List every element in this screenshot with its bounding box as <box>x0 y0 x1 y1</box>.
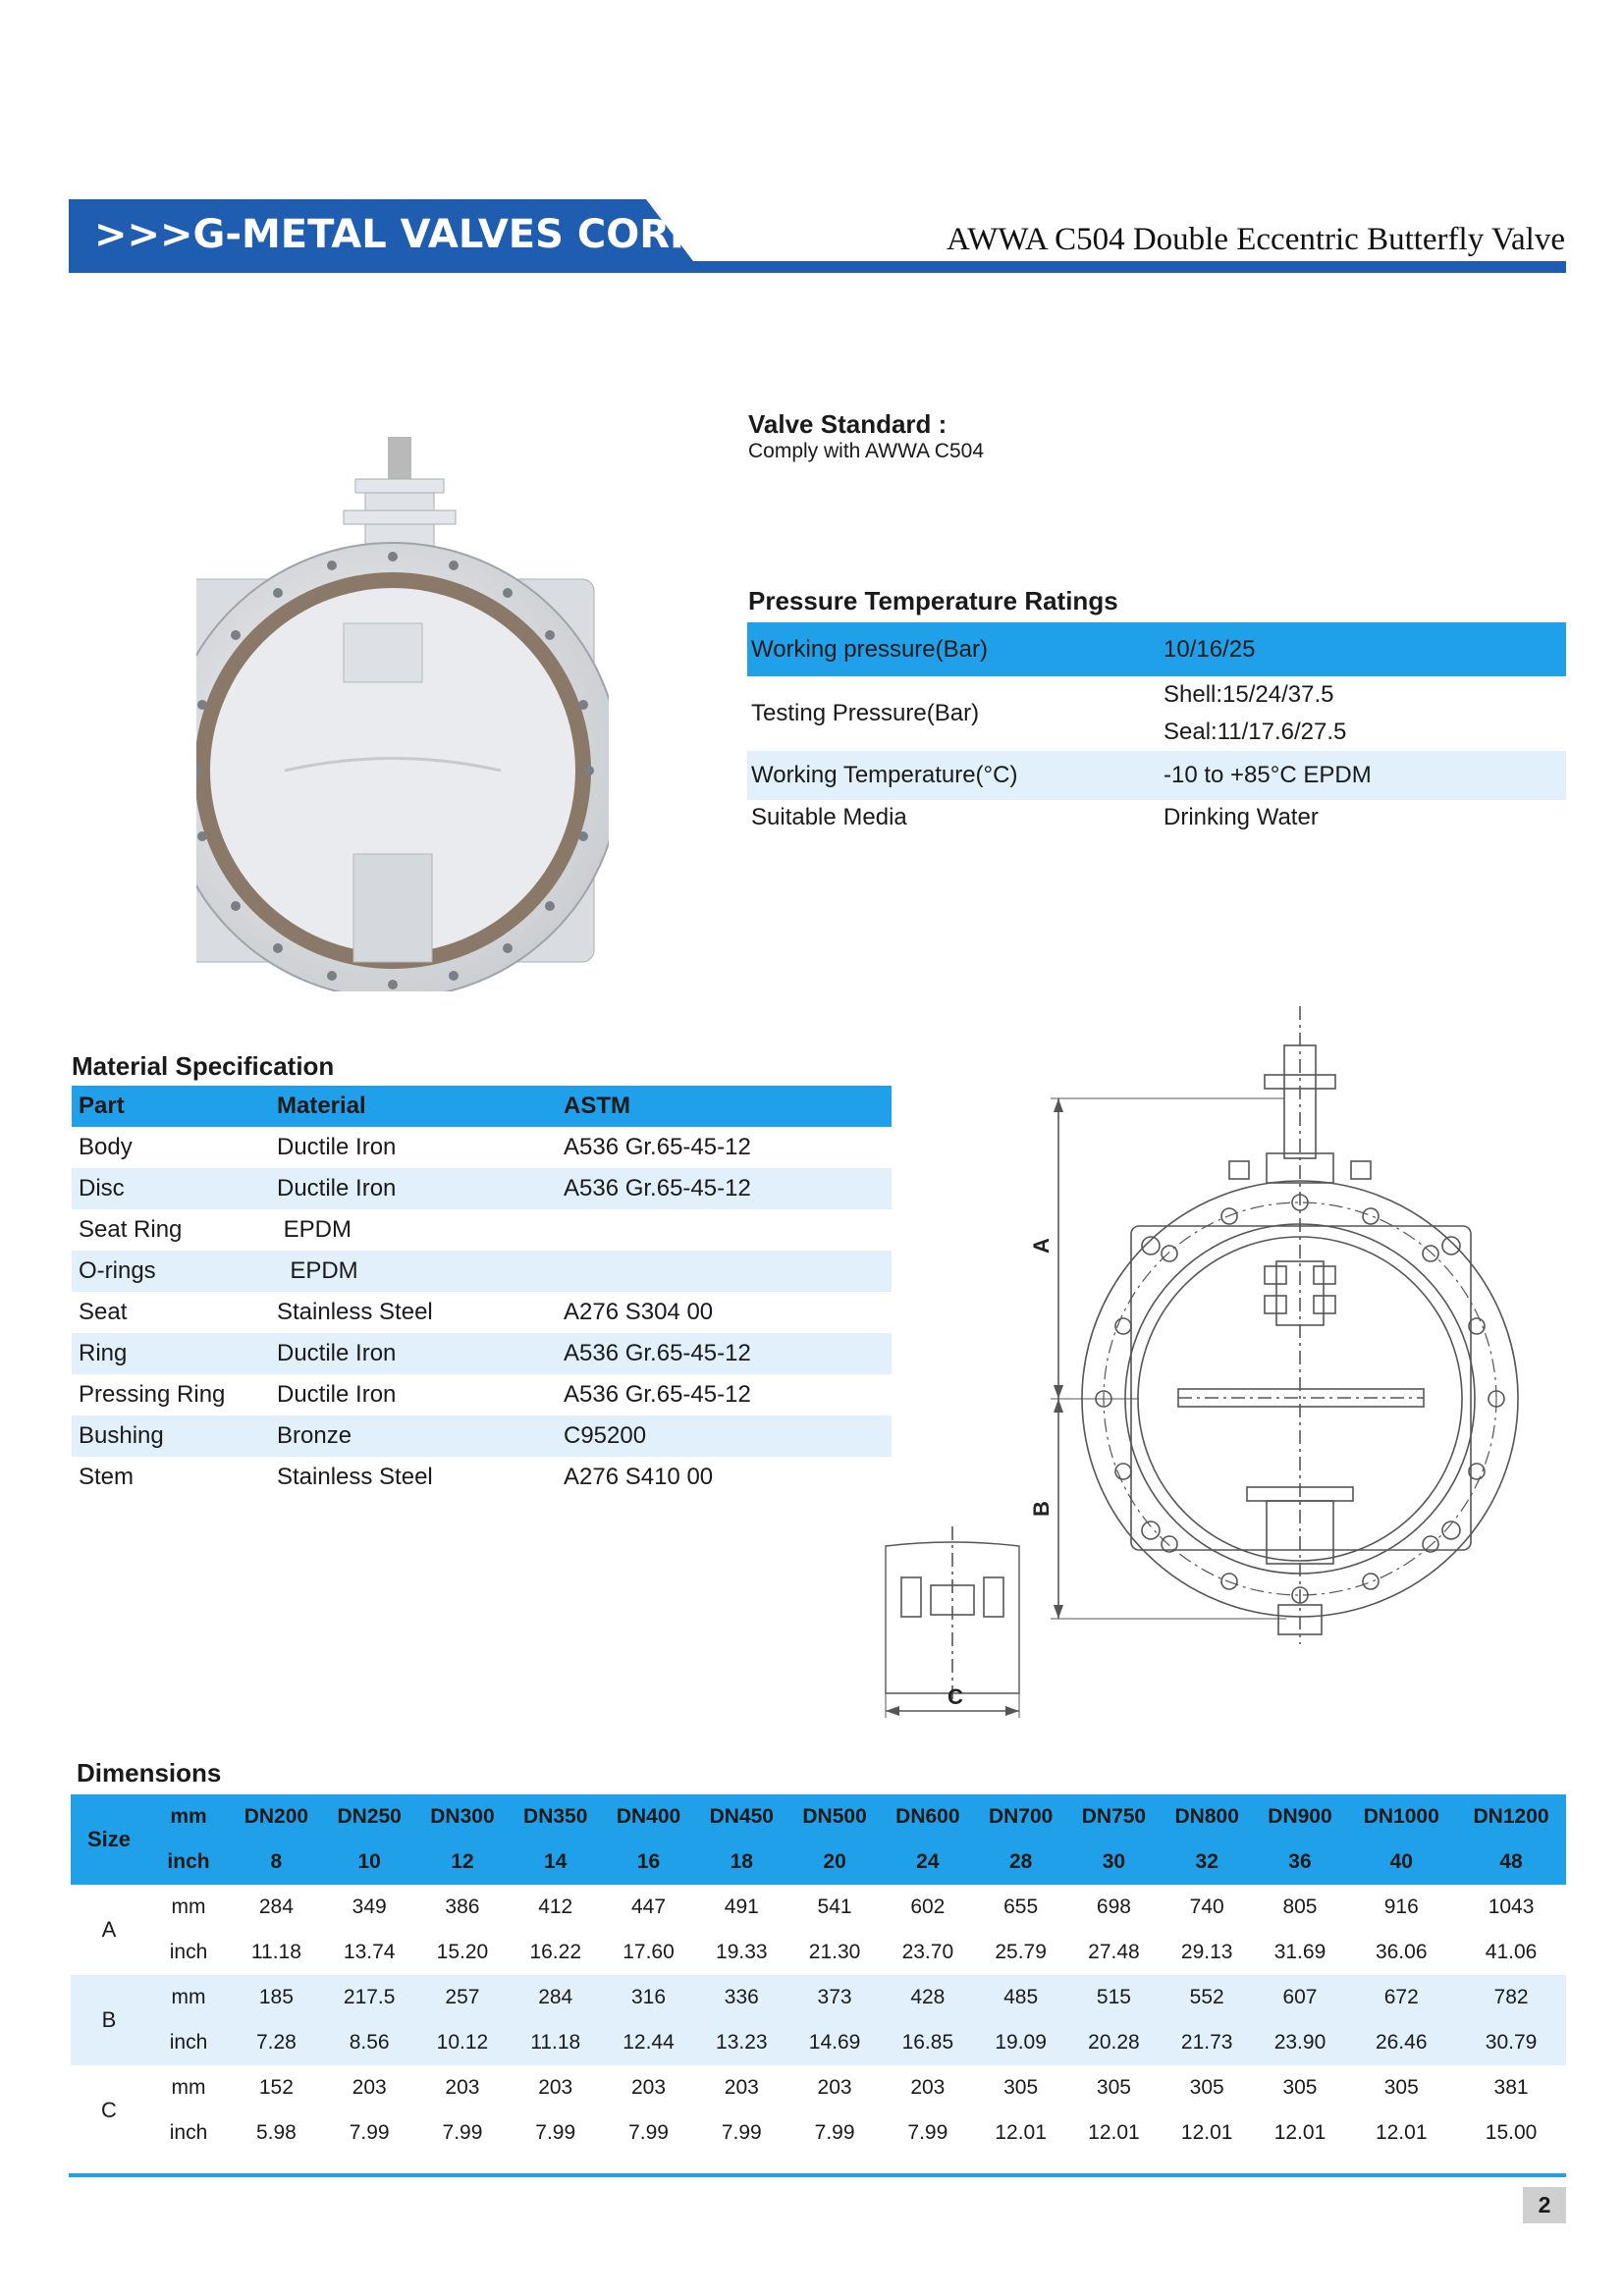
dimension-value: 203 <box>445 2076 480 2099</box>
size-inch: 36 <box>1254 1840 1347 1885</box>
header-rule <box>69 261 1566 273</box>
dimensions-heading: Dimensions <box>77 1758 222 1788</box>
size-label: Size <box>71 1794 147 1885</box>
size-inch: 24 <box>881 1840 974 1885</box>
size-inch: 8 <box>230 1840 323 1885</box>
dimension-value: 29.13 <box>1180 1941 1233 1963</box>
material-row <box>72 1251 892 1292</box>
dimension-value: 305 <box>1282 2076 1318 2099</box>
astm-cell <box>557 1209 892 1251</box>
size-dn: DN1200 <box>1456 1794 1566 1840</box>
part-cell: Body <box>79 1134 133 1160</box>
dimension-value: 7.99 <box>814 2121 855 2144</box>
dimension-value: 12.01 <box>1273 2121 1326 2144</box>
part-cell: O-rings <box>79 1257 156 1284</box>
dimension-value: 26.46 <box>1346 2020 1456 2065</box>
dimension-value: 16.85 <box>881 2020 974 2065</box>
dimension-value: 12.01 <box>1375 2121 1428 2144</box>
unit-label: mm <box>147 1794 230 1840</box>
dimension-value: 552 <box>1161 1975 1254 2020</box>
dimension-value: 11.18 <box>509 2020 602 2065</box>
dimension-value: 428 <box>881 1975 974 2020</box>
dimension-value: 485 <box>974 1975 1067 2020</box>
ratings-value: Seal:11/17.6/27.5 <box>1164 719 1347 745</box>
dimensions-table <box>71 1794 1566 2156</box>
technical-drawing <box>874 996 1542 1723</box>
dimension-label-a: A <box>1029 1238 1054 1254</box>
size-dn: DN500 <box>788 1794 882 1840</box>
ratings-row <box>747 622 1566 676</box>
dimension-value: 257 <box>416 1975 510 2020</box>
dimension-value: 412 <box>538 1896 573 1918</box>
ratings-heading: Pressure Temperature Ratings <box>748 586 1118 615</box>
valve-standard-heading: Valve Standard : <box>748 409 947 439</box>
dimension-value: 284 <box>258 1896 294 1918</box>
astm-cell: A536 Gr.65-45-12 <box>564 1134 751 1160</box>
dimension-value: 373 <box>788 1975 882 2020</box>
ratings-row <box>747 800 1566 835</box>
unit-label: mm <box>171 2076 206 2099</box>
dimension-value: 21.30 <box>808 1941 861 1963</box>
dimension-value: 7.99 <box>907 2121 948 2144</box>
size-inch: 14 <box>509 1840 602 1885</box>
material-table <box>72 1086 892 1498</box>
dimension-value: 23.70 <box>901 1941 954 1963</box>
unit-label: inch <box>147 1840 230 1885</box>
ratings-row <box>747 751 1566 800</box>
footer-rule <box>69 2173 1566 2177</box>
unit-label: inch <box>169 1941 208 1963</box>
dimension-value: 805 <box>1282 1896 1318 1918</box>
dimension-value: 655 <box>1003 1896 1039 1918</box>
dimension-value: 31.69 <box>1273 1941 1326 1963</box>
dimension-value: 14.69 <box>788 2020 882 2065</box>
dimension-value: 336 <box>695 1975 788 2020</box>
unit-label: mm <box>147 1975 230 2020</box>
valve-photo <box>196 422 609 991</box>
material-cell: Ductile Iron <box>277 1175 397 1201</box>
dimension-value: 19.33 <box>716 1941 768 1963</box>
part-cell: Disc <box>79 1175 125 1201</box>
dimension-value: 12.01 <box>1088 2121 1140 2144</box>
material-row <box>72 1168 892 1209</box>
part-cell: Seat Ring <box>79 1216 183 1243</box>
material-cell: Ductile Iron <box>277 1340 397 1366</box>
material-row <box>72 1374 892 1415</box>
ratings-label: Suitable Media <box>751 804 907 830</box>
dimension-value: 386 <box>445 1896 480 1918</box>
size-inch: 18 <box>695 1840 788 1885</box>
dimension-value: 10.12 <box>416 2020 510 2065</box>
dimension-value: 491 <box>724 1896 759 1918</box>
dimension-value: 12.01 <box>1180 2121 1233 2144</box>
material-heading: Material Specification <box>72 1051 335 1081</box>
astm-cell: A536 Gr.65-45-12 <box>564 1340 751 1366</box>
part-cell: Stem <box>79 1464 135 1490</box>
part-cell: Ring <box>79 1340 128 1366</box>
dimension-value: 217.5 <box>323 1975 416 2020</box>
material-row <box>72 1415 892 1457</box>
dimension-value: 203 <box>352 2076 387 2099</box>
dimension-value: 25.79 <box>995 1941 1047 1963</box>
size-inch: 20 <box>788 1840 882 1885</box>
column-header: Material <box>277 1093 366 1119</box>
dimension-value: 7.99 <box>721 2121 762 2144</box>
dimension-value: 284 <box>509 1975 602 2020</box>
dimension-row <box>71 1930 1566 1975</box>
size-inch: 30 <box>1067 1840 1161 1885</box>
material-cell: Ductile Iron <box>277 1134 397 1160</box>
dimension-value: 602 <box>910 1896 946 1918</box>
dimension-value: 316 <box>602 1975 695 2020</box>
size-dn: DN250 <box>323 1794 416 1840</box>
dimension-value: 7.99 <box>535 2121 576 2144</box>
dimension-row <box>71 2110 1566 2156</box>
dimension-value: 152 <box>258 2076 294 2099</box>
page-number: 2 <box>1523 2187 1566 2223</box>
document-title: AWWA C504 Double Eccentric Butterfly Valve <box>947 222 1565 257</box>
dimension-value: 203 <box>724 2076 759 2099</box>
dimension-value: 19.09 <box>974 2020 1067 2065</box>
ratings-value: -10 to +85°C EPDM <box>1164 762 1372 788</box>
size-dn: DN450 <box>695 1794 788 1840</box>
dimension-value: 7.28 <box>230 2020 323 2065</box>
dimension-value: 13.23 <box>695 2020 788 2065</box>
material-cell: Ductile Iron <box>277 1381 397 1408</box>
ratings-label: Working pressure(Bar) <box>751 635 988 663</box>
dimension-value: 12.44 <box>602 2020 695 2065</box>
dimension-value: 541 <box>817 1896 852 1918</box>
dimension-value: 7.99 <box>442 2121 483 2144</box>
dimension-label-c: C <box>947 1684 963 1709</box>
size-inch: 16 <box>602 1840 695 1885</box>
material-cell: Stainless Steel <box>277 1464 433 1490</box>
dimension-value: 698 <box>1096 1896 1131 1918</box>
dimension-value: 782 <box>1456 1975 1566 2020</box>
unit-label: inch <box>147 2020 230 2065</box>
size-inch: 48 <box>1456 1840 1566 1885</box>
dimension-row <box>71 2065 1566 2110</box>
dimension-value: 16.22 <box>529 1941 582 1963</box>
material-row <box>72 1457 892 1498</box>
dimension-value: 5.98 <box>255 2121 297 2144</box>
size-dn: DN800 <box>1161 1794 1254 1840</box>
material-row <box>72 1127 892 1168</box>
size-dn: DN600 <box>881 1794 974 1840</box>
dimension-value: 447 <box>630 1896 667 1918</box>
dimension-label: A <box>101 1917 117 1942</box>
dimension-value: 30.79 <box>1456 2020 1566 2065</box>
size-header-row <box>71 1794 1566 1840</box>
size-inch: 32 <box>1161 1840 1254 1885</box>
dimension-row <box>71 2020 1566 2065</box>
dimension-value: 27.48 <box>1088 1941 1140 1963</box>
size-dn: DN350 <box>509 1794 602 1840</box>
column-header: ASTM <box>564 1093 630 1119</box>
dimension-value: 23.90 <box>1254 2020 1347 2065</box>
size-dn: DN700 <box>974 1794 1067 1840</box>
dimension-value: 20.28 <box>1067 2020 1161 2065</box>
dimension-value: 203 <box>817 2076 852 2099</box>
astm-cell: A536 Gr.65-45-12 <box>564 1175 751 1201</box>
column-header: Part <box>79 1093 125 1119</box>
ratings-value: 10/16/25 <box>1164 635 1256 663</box>
dimension-value: 36.06 <box>1375 1941 1428 1963</box>
ratings-row <box>747 676 1566 751</box>
part-cell: Seat <box>79 1299 128 1325</box>
astm-cell <box>557 1251 892 1292</box>
dimension-value: 17.60 <box>623 1941 675 1963</box>
dimension-value: 607 <box>1254 1975 1347 2020</box>
dimension-value: 41.06 <box>1485 1941 1538 1963</box>
unit-label: inch <box>169 2121 208 2144</box>
material-header-row <box>72 1086 892 1127</box>
part-cell: Bushing <box>79 1422 164 1449</box>
size-inch: 40 <box>1346 1840 1456 1885</box>
dimension-value: 305 <box>1383 2076 1419 2099</box>
dimension-value: 916 <box>1383 1896 1419 1918</box>
dimension-value: 13.74 <box>343 1941 396 1963</box>
dimension-value: 515 <box>1067 1975 1161 2020</box>
astm-cell: A536 Gr.65-45-12 <box>564 1381 751 1408</box>
dimension-value: 12.01 <box>995 2121 1047 2144</box>
valve-standard-text: Comply with AWWA C504 <box>748 440 985 462</box>
dimension-value: 7.99 <box>628 2121 669 2144</box>
dimension-value: 305 <box>1189 2076 1224 2099</box>
material-cell: EPDM <box>277 1257 358 1284</box>
ratings-table <box>747 622 1566 835</box>
dimension-value: 349 <box>352 1896 387 1918</box>
dimension-value: 21.73 <box>1161 2020 1254 2065</box>
material-cell: EPDM <box>277 1216 352 1243</box>
ratings-value: Shell:15/24/37.5 <box>1164 681 1334 708</box>
astm-cell: A276 S410 00 <box>564 1464 714 1490</box>
size-dn: DN200 <box>230 1794 323 1840</box>
dimension-value: 672 <box>1346 1975 1456 2020</box>
size-dn: DN300 <box>416 1794 510 1840</box>
size-dn: DN400 <box>602 1794 695 1840</box>
dimension-value: 11.18 <box>250 1941 301 1963</box>
dimension-value: 740 <box>1189 1896 1224 1918</box>
material-row <box>72 1333 892 1374</box>
size-inch: 12 <box>416 1840 510 1885</box>
dimension-label: B <box>71 1975 147 2065</box>
size-dn: DN750 <box>1067 1794 1161 1840</box>
dimension-value: 185 <box>230 1975 323 2020</box>
size-inch: 28 <box>974 1840 1067 1885</box>
material-cell: Bronze <box>277 1422 352 1449</box>
dimension-value: 7.99 <box>349 2121 390 2144</box>
ratings-label: Testing Pressure(Bar) <box>751 700 980 726</box>
material-row <box>72 1292 892 1333</box>
dimension-value: 1043 <box>1488 1896 1535 1918</box>
size-inch: 10 <box>323 1840 416 1885</box>
dimension-value: 203 <box>630 2076 667 2099</box>
dimension-label: C <box>101 2098 117 2122</box>
size-dn: DN1000 <box>1346 1794 1456 1840</box>
dimension-value: 203 <box>910 2076 946 2099</box>
ratings-value: Drinking Water <box>1164 804 1319 830</box>
size-dn: DN900 <box>1254 1794 1347 1840</box>
dimension-row <box>71 1975 1566 2020</box>
dimension-value: 8.56 <box>323 2020 416 2065</box>
astm-cell: A276 S304 00 <box>564 1299 714 1325</box>
dimension-value: 381 <box>1493 2076 1529 2099</box>
dimension-label-b: B <box>1029 1501 1054 1517</box>
astm-cell: C95200 <box>564 1422 647 1449</box>
size-header-row <box>71 1840 1566 1885</box>
dimension-row <box>71 1885 1566 1930</box>
dimension-value: 15.20 <box>436 1941 489 1963</box>
material-cell: Stainless Steel <box>277 1299 433 1325</box>
dimension-value: 305 <box>1003 2076 1039 2099</box>
dimension-value: 305 <box>1096 2076 1131 2099</box>
ratings-label: Working Temperature(°C) <box>751 762 1018 788</box>
material-row <box>72 1209 892 1251</box>
part-cell: Pressing Ring <box>79 1381 226 1408</box>
brand-name: >>>G-METAL VALVES CORP <box>94 212 699 257</box>
unit-label: mm <box>171 1896 206 1918</box>
dimension-value: 203 <box>538 2076 573 2099</box>
dimension-value: 15.00 <box>1485 2121 1538 2144</box>
